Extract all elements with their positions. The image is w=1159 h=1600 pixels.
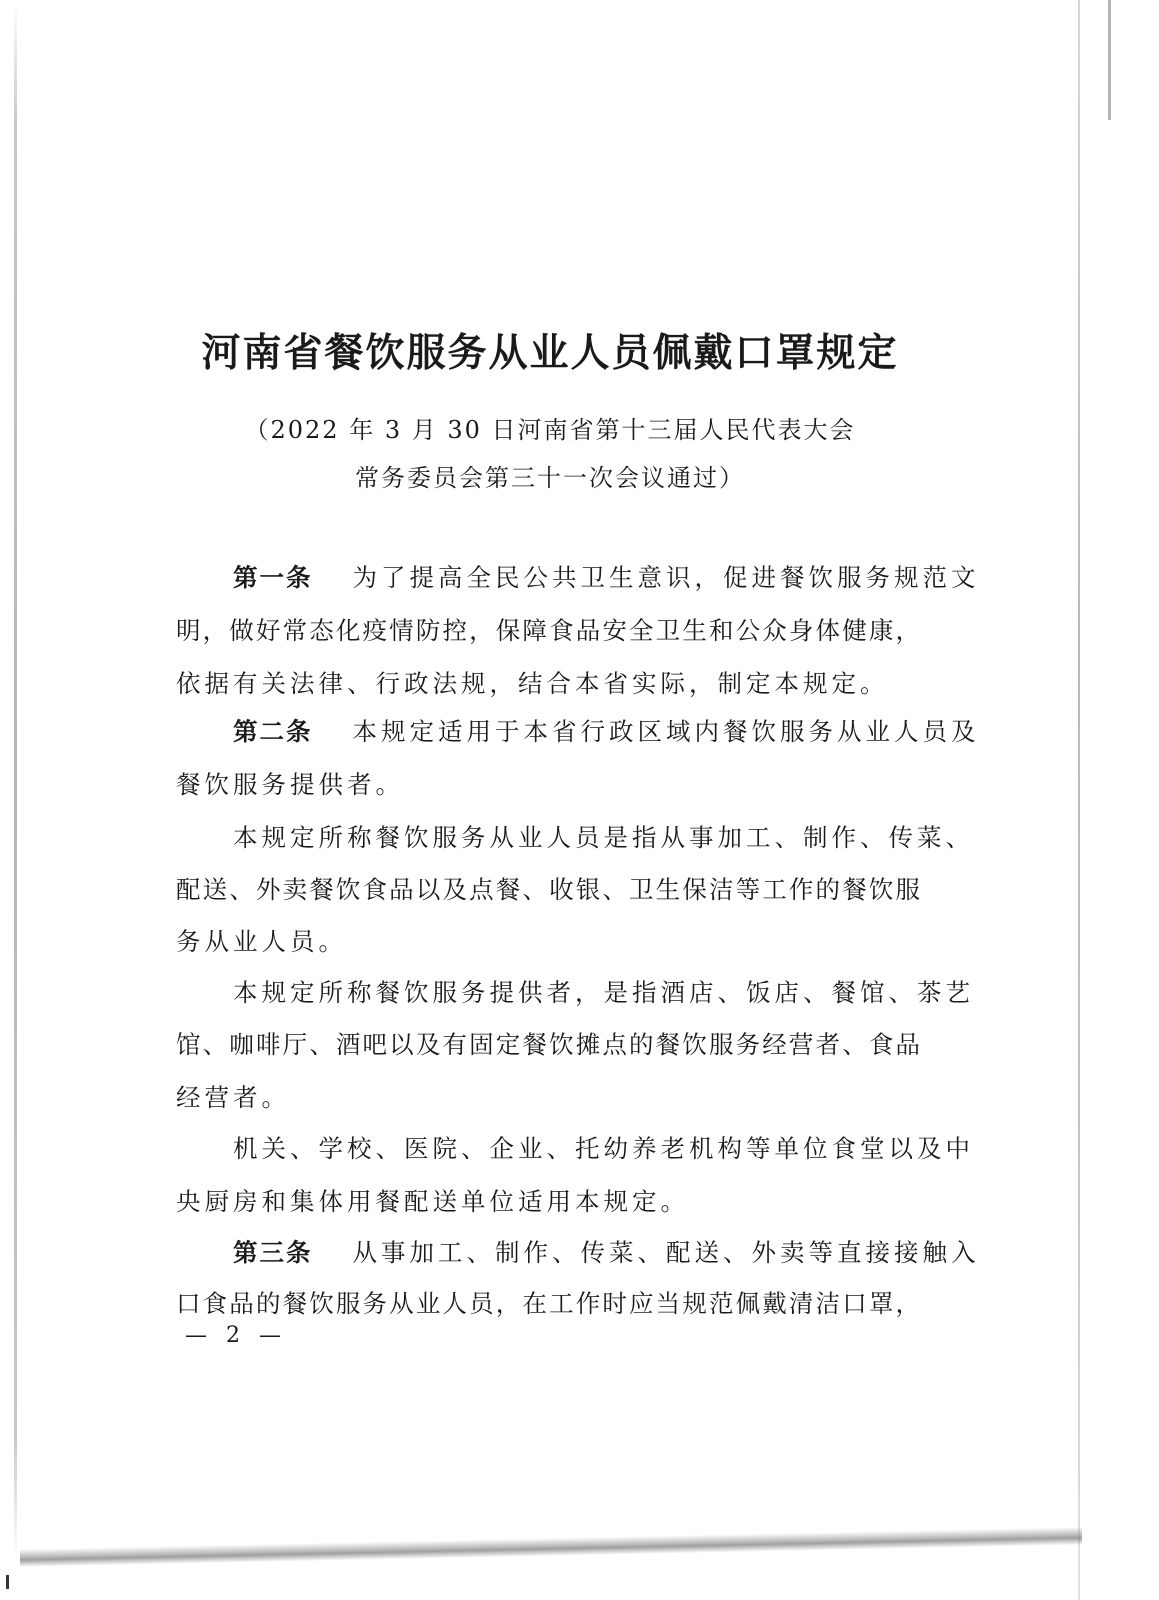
article-text-line: 口食品的餐饮服务从业人员，在工作时应当规范佩戴清洁口罩， [176,1289,920,1318]
article-text-line: 依据有关法律、行政法规，结合本省实际，制定本规定。 [176,669,889,698]
article-text: 本规定适用于本省行政区域内餐饮服务从业人员及 [352,717,980,746]
paragraph-text-line: 经营者。 [176,1083,290,1112]
paragraph-text-line: 央厨房和集体用餐配送单位适用本规定。 [176,1187,689,1216]
scan-right-outer-edge [1108,0,1111,120]
scan-right-edge [1078,0,1080,1600]
article-text-line: 明，做好常态化疫情防控，保障食品安全卫生和公众身体健康， [176,616,920,645]
paragraph-text-line: 配送、外卖餐饮食品以及点餐、收银、卫生保洁等工作的餐饮服 [176,875,920,904]
paragraph-text-line: 本规定所称餐饮服务提供者，是指酒店、饭店、餐馆、茶艺 [233,978,974,1007]
article-first-line [233,1238,980,1267]
article-label: 第二条 [233,717,313,746]
article-text-line: 餐饮服务提供者。 [176,770,404,799]
scan-bottom-edge [20,1527,1082,1567]
scan-left-edge [14,0,17,1560]
document-subtitle-line: 常务委员会第三十一次会议通过） [355,464,745,492]
article-label: 第三条 [233,1238,313,1267]
page-number: — 2 — [185,1323,287,1348]
article-text: 为了提高全民公共卫生意识，促进餐饮服务规范文 [352,563,980,592]
paragraph-text-line: 馆、咖啡厅、酒吧以及有固定餐饮摊点的餐饮服务经营者、食品 [176,1030,920,1059]
article-text: 从事加工、制作、传菜、配送、外卖等直接接触入 [352,1238,980,1267]
paragraph-text-line: 本规定所称餐饮服务从业人员是指从事加工、制作、传菜、 [233,823,974,852]
scan-mark [6,1575,9,1589]
document-title: 河南省餐饮服务从业人员佩戴口罩规定 [201,330,899,376]
document-subtitle-line: （2022 年 3 月 30 日河南省第十三届人民代表大会 [244,416,856,444]
article-first-line [233,717,980,746]
paragraph-text-line: 机关、学校、医院、企业、托幼养老机构等单位食堂以及中 [233,1134,974,1163]
article-label: 第一条 [233,563,313,592]
paragraph-text-line: 务从业人员。 [176,927,347,956]
article-first-line [233,563,980,592]
